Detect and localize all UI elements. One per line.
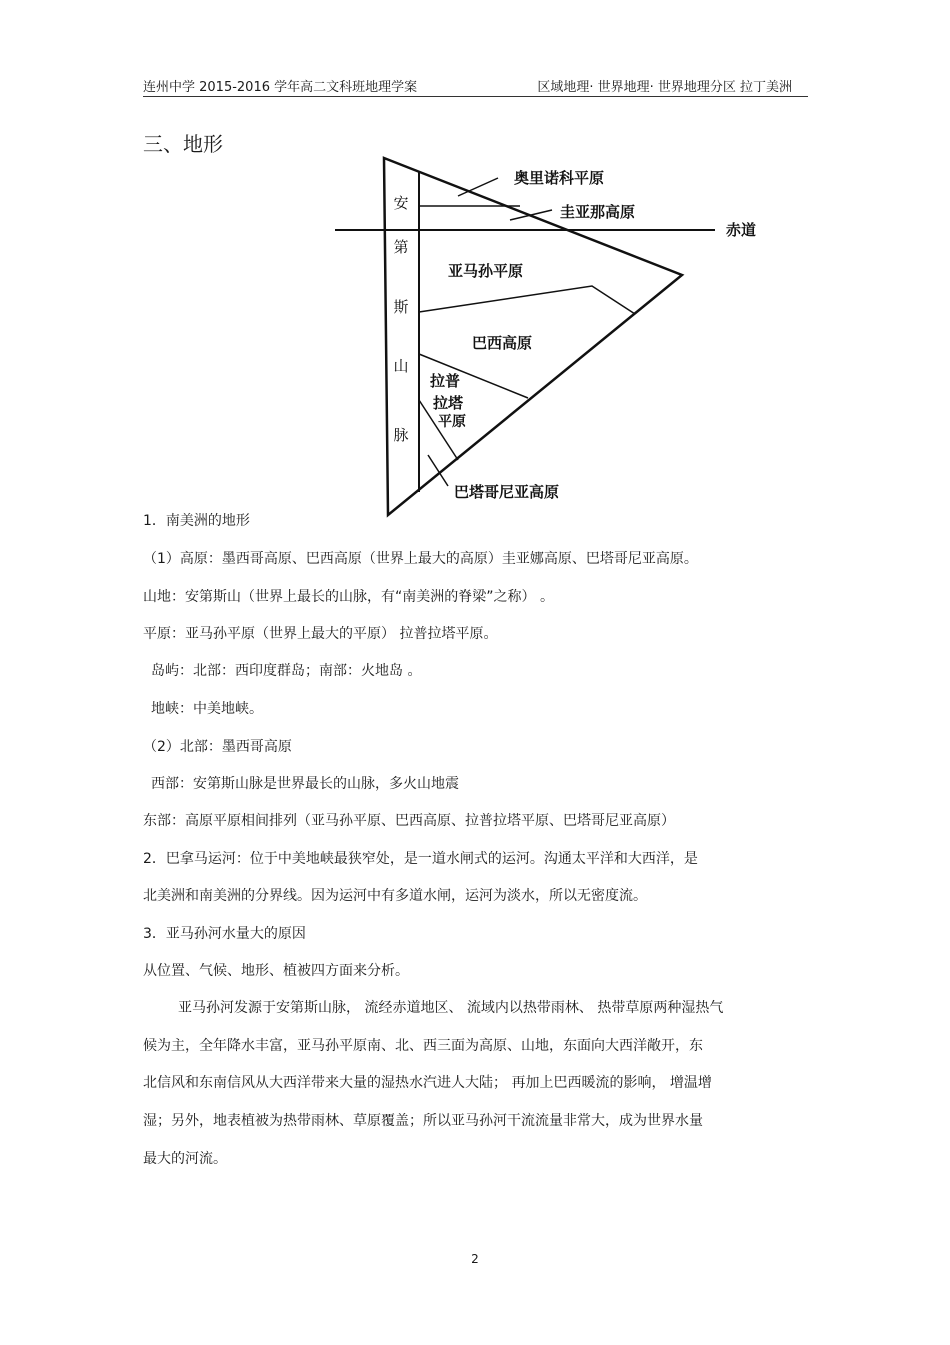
text-line-2: （1）高原：墨西哥高原、巴西高原（世界上最大的高原）圭亚娜高原、巴塔哥尼亚高原。 — [143, 551, 698, 567]
andes-char-4: 山 — [393, 357, 409, 375]
text-line-17: 湿；另外，地表植被为热带雨林、草原覆盖；所以亚马孙河干流流量非常大，成为世界水量 — [143, 1113, 703, 1129]
guiana-leader — [510, 210, 552, 220]
amazon-brazil-divider — [419, 286, 635, 314]
guiana-highlands-label: 圭亚那高原 — [560, 203, 636, 221]
text-line-13: 从位置、气候、地形、植被四方面来分析。 — [143, 963, 409, 979]
text-line-18: 最大的河流。 — [143, 1151, 227, 1167]
text-line-5: 岛屿：北部：西印度群岛；南部：火地岛 。 — [151, 663, 422, 679]
andes-char-3: 斯 — [393, 298, 409, 316]
text-line-14: 亚马孙河发源于安第斯山脉， 流经赤道地区、 流域内以热带雨林、 热带草原两种湿热气 — [178, 1000, 724, 1016]
text-line-7: （2）北部：墨西哥高原 — [143, 739, 292, 755]
brazilian-highlands-label: 巴西高原 — [472, 334, 533, 352]
text-line-9: 东部：高原平原相间排列（亚马孙平原、巴西高原、拉普拉塔平原、巴塔哥尼亚高原） — [143, 813, 675, 829]
text-line-10: 2．巴拿马运河：位于中美地峡最狭窄处，是一道水闸式的运河。沟通太平洋和大西洋，是 — [143, 851, 698, 867]
text-line-3: 山地：安第斯山（世界上最长的山脉，有“南美洲的脊梁”之称） 。 — [143, 589, 554, 605]
section-title: 三、地形 — [143, 132, 223, 156]
text-line-15: 候为主，全年降水丰富，亚马孙平原南、北、西三面为高原、山地，东面向大西洋敞开，东 — [143, 1038, 703, 1054]
amazon-plain-label: 亚马孙平原 — [448, 262, 524, 280]
text-line-12: 3．亚马孙河水量大的原因 — [143, 926, 306, 942]
orinoco-plain-label: 奥里诺科平原 — [514, 169, 605, 187]
south-america-landform-diagram — [330, 150, 790, 525]
continent-outline — [384, 158, 682, 515]
orinoco-leader — [458, 178, 498, 196]
andes-char-5: 脉 — [393, 426, 409, 444]
text-line-8: 西部：安第斯山脉是世界最长的山脉，多火山地震 — [151, 776, 459, 792]
andes-char-2: 第 — [393, 238, 409, 256]
page-number: 2 — [471, 1252, 479, 1266]
plata-plain-label-3: 平原 — [438, 414, 466, 430]
text-line-16: 北信风和东南信风从大西洋带来大量的湿热水汽进人大陆； 再加上巴西暖流的影响， 增温增 — [143, 1075, 712, 1091]
plata-plain-label-1: 拉普 — [430, 372, 461, 390]
text-line-1: 1．南美洲的地形 — [143, 513, 250, 529]
equator-label: 赤道 — [726, 221, 757, 239]
header-left: 连州中学 2015-2016 学年高二文科班地理学案 — [143, 80, 418, 95]
andes-char-1: 安 — [393, 194, 409, 212]
patagonia-plateau-label: 巴塔哥尼亚高原 — [454, 483, 560, 501]
text-line-11: 北美洲和南美洲的分界线。因为运河中有多道水闸，运河为淡水，所以无密度流。 — [143, 888, 647, 904]
text-line-6: 地峡：中美地峡。 — [151, 701, 263, 717]
plata-plain-label-2: 拉塔 — [433, 394, 464, 412]
header-right: 区域地理· 世界地理· 世界地理分区 拉丁美洲 — [537, 80, 792, 95]
header-divider — [143, 96, 808, 97]
text-line-4: 平原：亚马孙平原（世界上最大的平原） 拉普拉塔平原。 — [143, 626, 498, 642]
